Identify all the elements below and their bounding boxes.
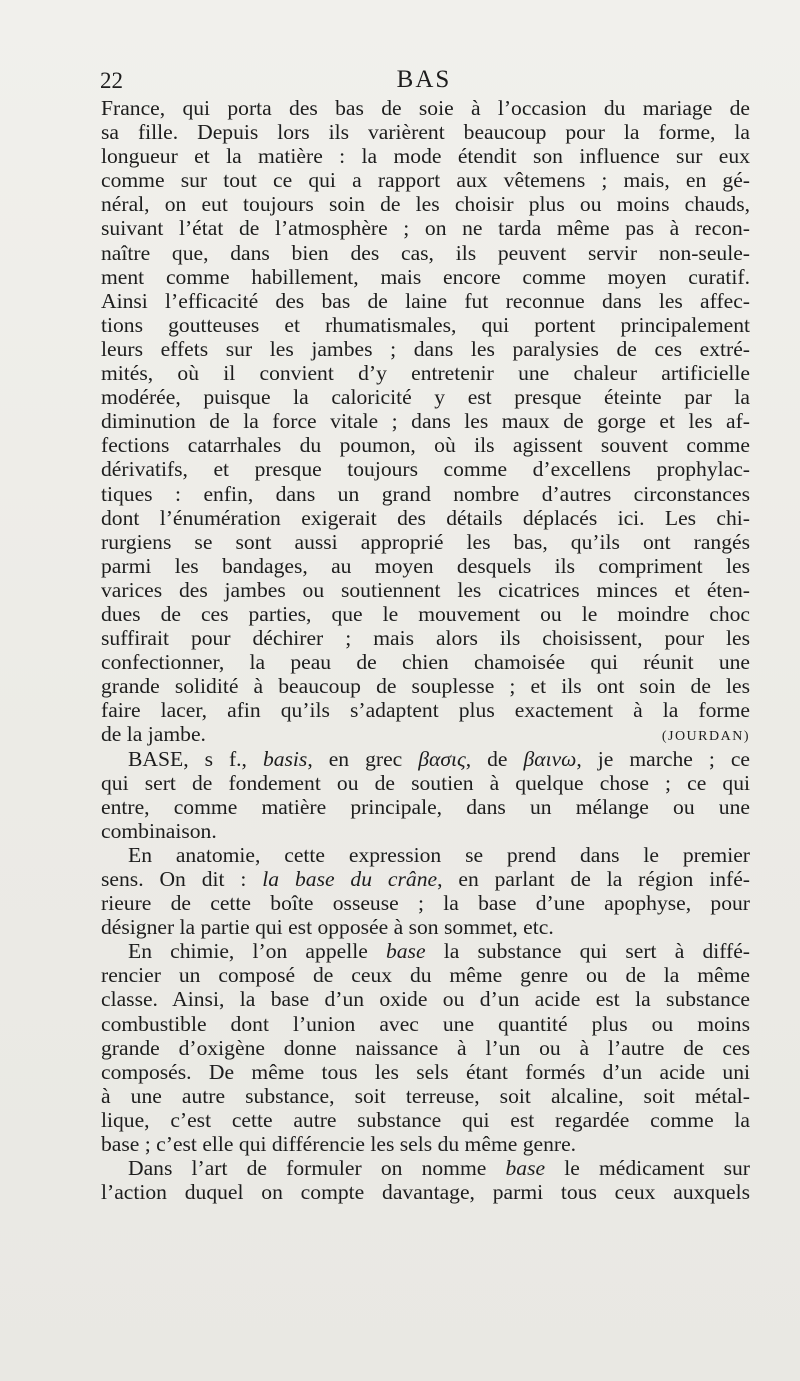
text-line: combinaison. bbox=[101, 818, 217, 843]
text-line: dont l’énumération exigerait des détails déplacés ici. Les chi- bbox=[101, 505, 750, 530]
text-line: néral, on eut toujours soin de les choisir plus ou moins chauds, bbox=[101, 192, 750, 217]
entry-headword: BASE, s f., bbox=[128, 746, 263, 771]
text-line: fections catarrhales du poumon, où ils agissent souvent comme bbox=[101, 433, 750, 458]
text-line: base ; c’est elle qui différencie les sels du même genre. bbox=[101, 1132, 577, 1157]
text-line: Ainsi l’efficacité des bas de laine fut reconnue dans les affec- bbox=[101, 288, 750, 313]
text-line: longueur et la matière : la mode étendit son influence sur eux bbox=[101, 144, 750, 169]
text-line: lique, c’est cette autre substance qui est regardée comme la bbox=[101, 1107, 750, 1132]
page-number: 22 bbox=[100, 68, 123, 93]
italic-term: base bbox=[505, 1156, 546, 1181]
text-line bbox=[101, 867, 750, 891]
text-run: , je marche ; ce bbox=[576, 746, 751, 771]
text-line: rieure de cette boîte osseuse ; la base d’une apophyse, pour bbox=[101, 891, 750, 916]
text-line: suivant l’état de l’atmosphère ; on ne tarda même pas à recon- bbox=[101, 216, 750, 241]
author-signature: (JOURDAN) bbox=[661, 729, 750, 745]
text-line: En anatomie, cette expression se prend dans le premier bbox=[128, 842, 750, 867]
text-line: comme sur tout ce qui a rapport aux vêtemens ; mais, en gé- bbox=[101, 168, 750, 193]
text-line: varices des jambes ou soutiennent les cicatrices minces et éten- bbox=[101, 577, 750, 602]
text-line: dérivatifs, et presque toujours comme d’excellens prophylac- bbox=[101, 457, 750, 482]
text-run: , en grec bbox=[307, 746, 419, 771]
text-line: rencier un composé de ceux du même genre ou de la même bbox=[101, 963, 750, 988]
text-line: rurgiens se sont aussi approprié les bas, qu’ils ont rangés bbox=[101, 529, 750, 554]
text-line: à une autre substance, soit terreuse, soit alcaline, soit métal- bbox=[101, 1083, 750, 1108]
text-line bbox=[101, 939, 750, 963]
greek-term: βασις bbox=[418, 746, 466, 771]
text-run: , de bbox=[465, 746, 524, 771]
latin-term: basis bbox=[262, 746, 308, 771]
text-line: faire lacer, afin qu’ils s’adaptent plus exactement à la forme bbox=[101, 698, 750, 723]
text-run: le médicament sur bbox=[545, 1156, 750, 1181]
text-line: désigner la partie qui est opposée à son sommet, etc. bbox=[101, 915, 554, 940]
text-line: leurs effets sur les jambes ; dans les paralysies de ces extré- bbox=[101, 336, 750, 361]
text-line: qui sert de fondement ou de soutien à quelque chose ; ce qui bbox=[101, 770, 750, 795]
text-line bbox=[101, 1156, 750, 1180]
text-line: modérée, puisque la caloricité y est presque éteinte par la bbox=[101, 385, 750, 410]
body-text bbox=[101, 96, 750, 1204]
text-line: grande d’oxigène donne naissance à l’un ou à l’autre de ces bbox=[101, 1035, 750, 1060]
text-run: En chimie, l’on appelle bbox=[128, 939, 386, 964]
text-run: sens. On dit : bbox=[101, 867, 263, 891]
text-line: diminution de la force vitale ; dans les maux de gorge et les af- bbox=[101, 409, 750, 434]
text-line-with-signature bbox=[101, 722, 750, 746]
text-line: sa fille. Depuis lors ils varièrent beaucoup pour la forme, la bbox=[101, 120, 750, 145]
text-line: naître que, dans bien des cas, ils peuvent servir non-seule- bbox=[101, 240, 750, 265]
italic-phrase: la base du crâne bbox=[262, 867, 438, 891]
text-line: classe. Ainsi, la base d’un oxide ou d’un acide est la substance bbox=[101, 987, 750, 1012]
running-head: BAS bbox=[396, 66, 452, 93]
text-run: Dans l’art de formuler on nomme bbox=[128, 1156, 506, 1181]
closing-text: de la jambe. bbox=[101, 722, 206, 747]
italic-term: base bbox=[385, 939, 426, 964]
text-run: la substance qui sert à diffé- bbox=[425, 939, 751, 964]
text-line: dues de ces parties, que le mouvement ou le moindre choc bbox=[101, 601, 750, 626]
text-line: tiques : enfin, dans un grand nombre d’autres circonstances bbox=[101, 481, 750, 506]
text-line: tions goutteuses et rhumatismales, qui portent principalement bbox=[101, 312, 750, 337]
text-line: France, qui porta des bas de soie à l’occasion du mariage de bbox=[101, 96, 750, 120]
text-line: suffirait pour déchirer ; mais alors ils choisissent, pour les bbox=[101, 626, 750, 651]
text-line: parmi les bandages, au moyen desquels ils compriment les bbox=[101, 553, 750, 578]
text-line: grande solidité à beaucoup de souplesse ; et ils ont soin de les bbox=[101, 674, 750, 699]
text-line: l’action duquel on compte davantage, parmi tous ceux auxquels bbox=[101, 1180, 750, 1205]
entry-heading-line bbox=[101, 747, 750, 771]
text-line: combustible dont l’union avec une quantité plus ou moins bbox=[101, 1011, 750, 1036]
page-header bbox=[100, 62, 748, 98]
text-line: confectionner, la peau de chien chamoisée qui réunit une bbox=[101, 650, 750, 675]
text-run: , en parlant de la région infé- bbox=[437, 867, 750, 891]
text-line: composés. De même tous les sels étant formés d’un acide uni bbox=[101, 1059, 750, 1084]
greek-verb: βαινω bbox=[523, 746, 577, 771]
text-line: mités, où il convient d’y entretenir une chaleur artificielle bbox=[101, 361, 750, 386]
text-line: ment comme habillement, mais encore comme moyen curatif. bbox=[101, 264, 750, 289]
text-line: entre, comme matière principale, dans un mélange ou une bbox=[101, 794, 750, 819]
